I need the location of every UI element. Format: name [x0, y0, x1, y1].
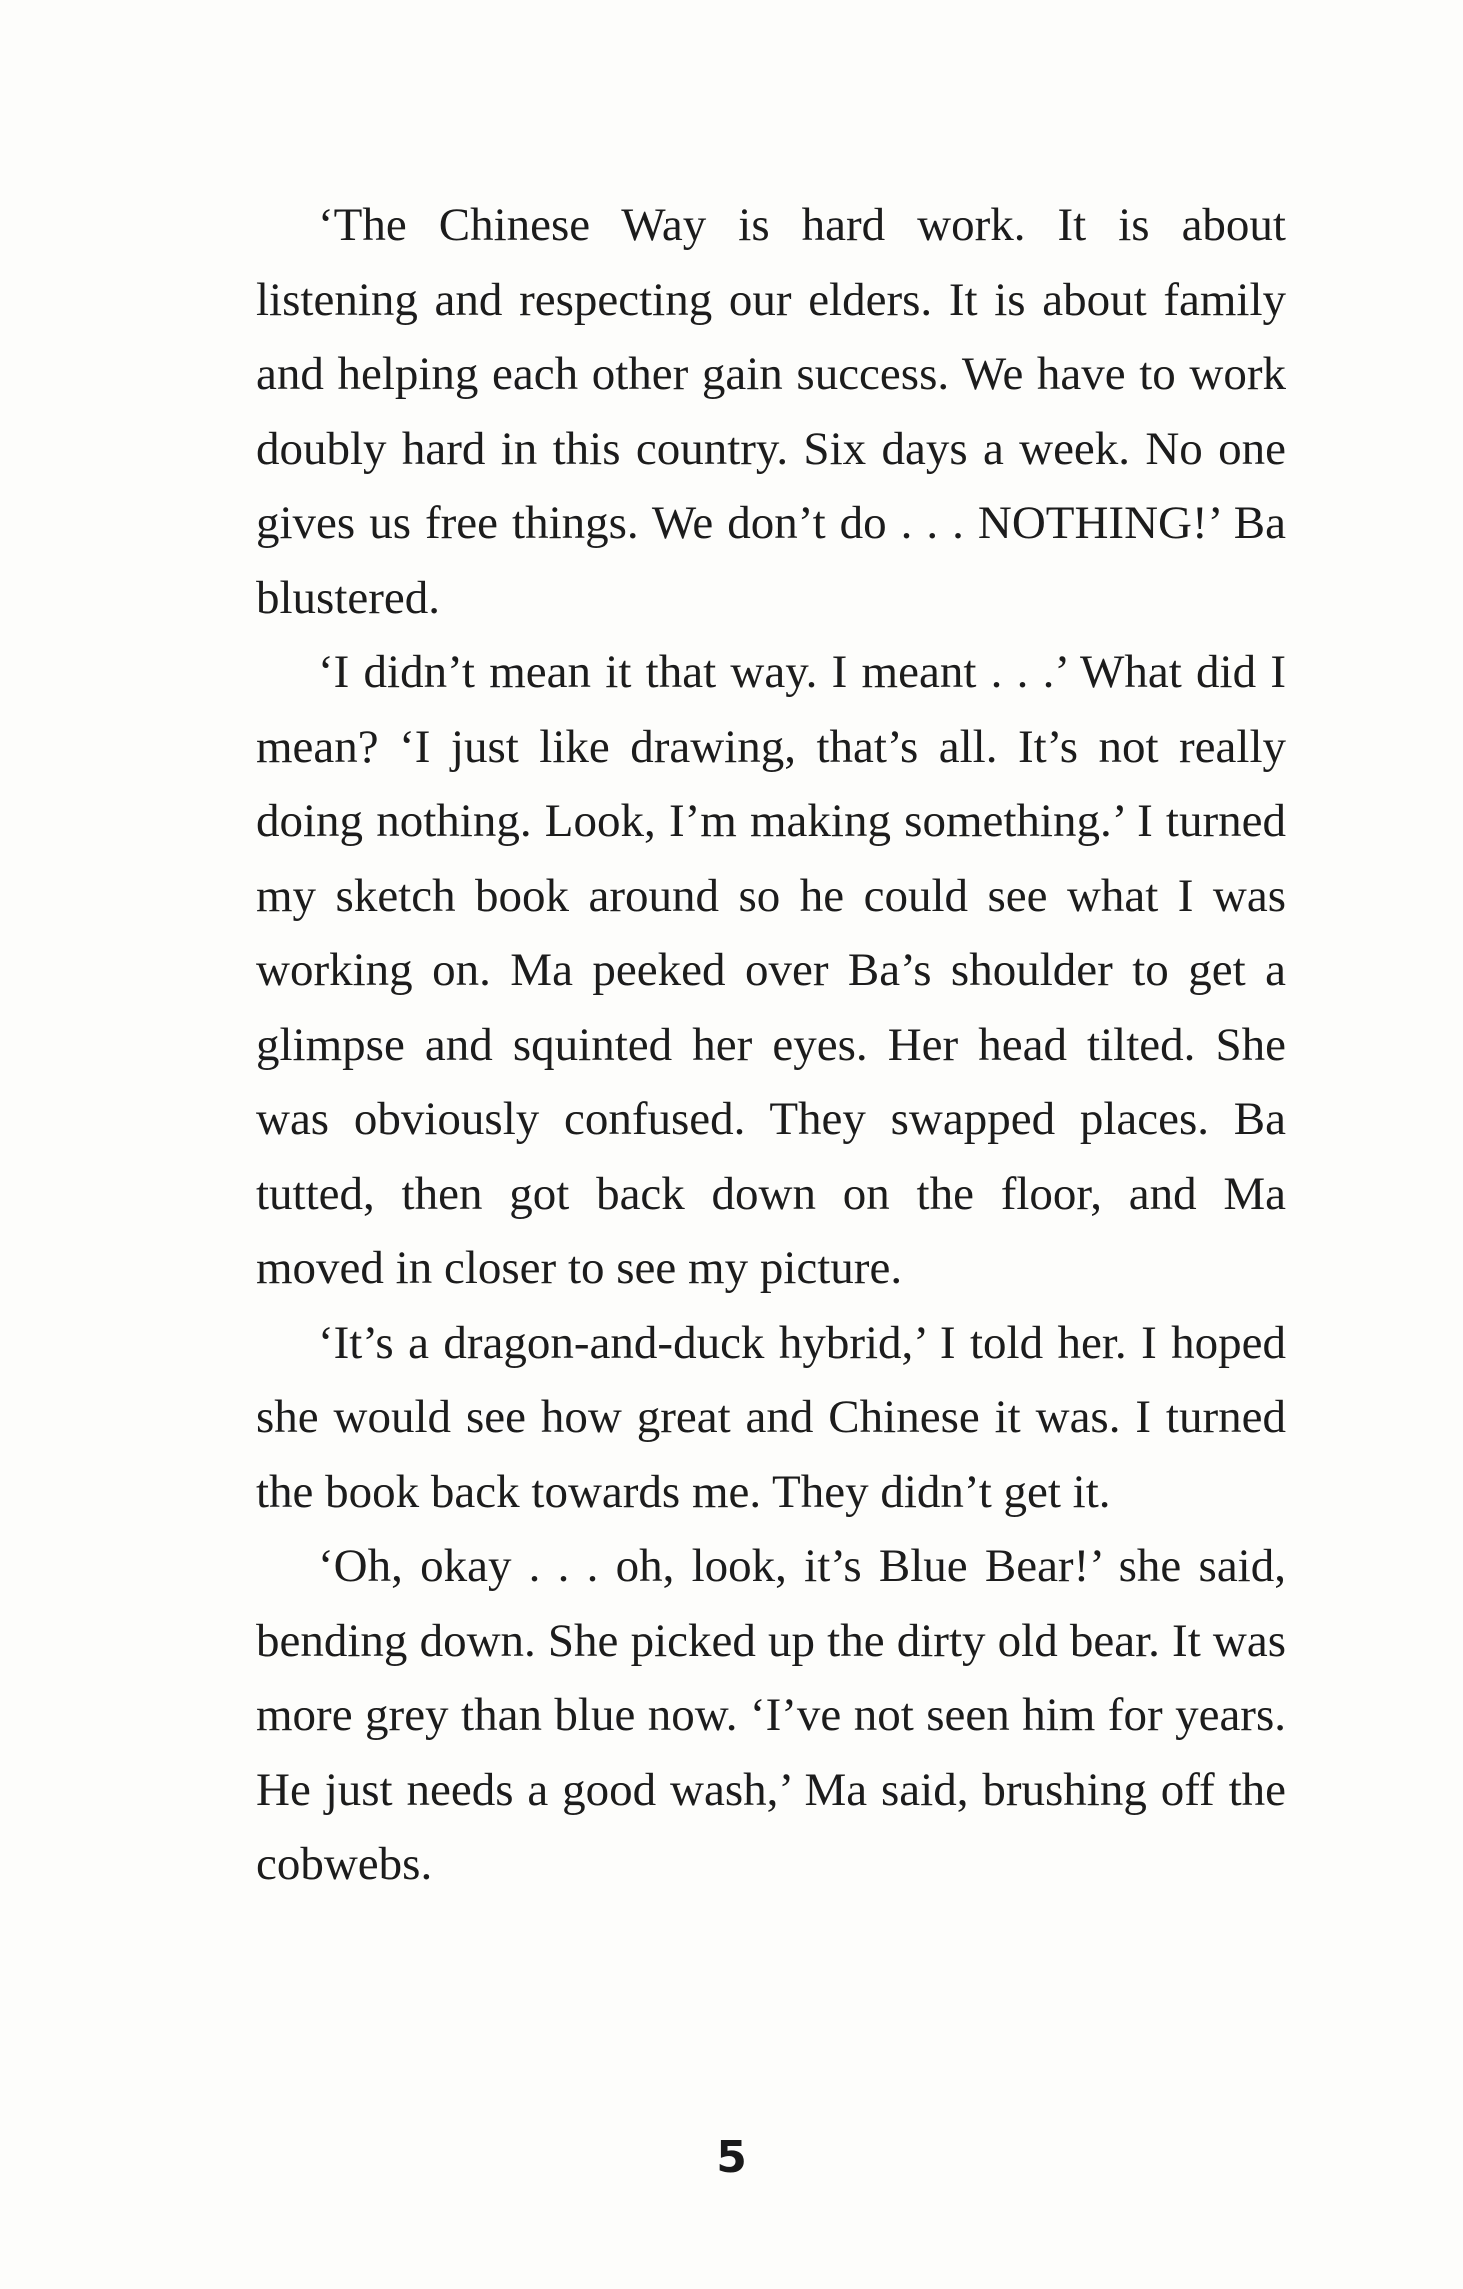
page-number: 5: [716, 2132, 747, 2183]
paragraph-2: ‘I didn’t mean it that way. I meant . . .’ What did I mean? ‘I just like drawing, that’s all. It’s not really doing nothing. Look, I’m making something.’ I turned my sketch book around so he could see what I was working on. Ma peeked over Ba’s shoulder to get a glimpse and squinted her eyes. Her head tilted. She was obviously confused. They swapped places. Ba tutted, then got back down on the floor, and Ma moved in closer to see my picture.: [256, 646, 1286, 1294]
body-text: [256, 188, 1286, 1902]
paragraph-4: ‘Oh, okay . . . oh, look, it’s Blue Bear!’ she said, bending down. She picked up the dirty old bear. It was more grey than blue now. ‘I’ve not seen him for years. He just needs a good wash,’ Ma said, brushing off the cobwebs.: [256, 1540, 1286, 1890]
paragraph-3: ‘It’s a dragon-and-duck hybrid,’ I told her. I hoped she would see how great and Chinese it was. I turned the book back towards me. They didn’t get it.: [256, 1316, 1286, 1518]
paragraph-1: ‘The Chinese Way is hard work. It is about listening and respecting our elders. It is about family and helping each other gain success. We have to work doubly hard in this country. Six days a week. No one gives us free things. We don’t do . . . NOTHING!’ Ba blustered.: [256, 199, 1286, 624]
